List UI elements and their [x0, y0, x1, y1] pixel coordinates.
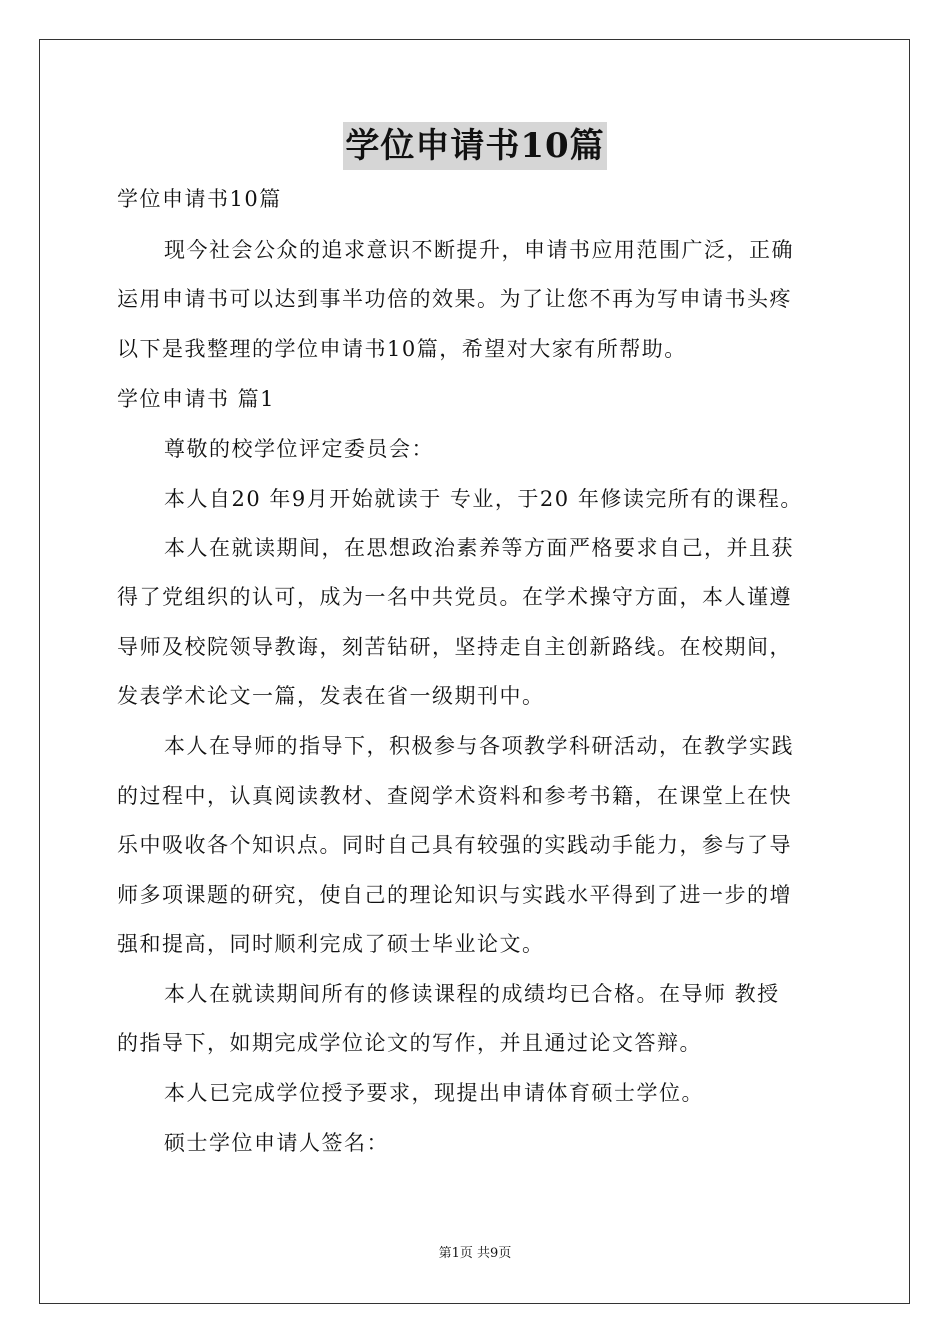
page-frame [39, 39, 910, 1304]
paragraph-3-line-2: 的过程中，认真阅读教材、查阅学术资料和参考书籍，在课堂上在快 [117, 784, 792, 808]
intro-line-1: 现今社会公众的追求意识不断提升，申请书应用范围广泛，正确 [164, 238, 794, 262]
paragraph-2-line-4: 发表学术论文一篇，发表在省一级期刊中。 [117, 684, 545, 708]
paragraph-3-line-1: 本人在导师的指导下，积极参与各项教学科研活动，在教学实践 [164, 734, 794, 758]
paragraph-1: 本人自20 年9月开始就读于 专业，于20 年修读完所有的课程。 [164, 487, 803, 511]
document-title: 学位申请书10篇 [343, 122, 606, 170]
paragraph-5: 本人已完成学位授予要求，现提出申请体育硕士学位。 [164, 1081, 704, 1105]
title-container [0, 122, 950, 170]
paragraph-2-line-3: 导师及校院领导教诲，刻苦钻研，坚持走自主创新路线。在校期间， [117, 635, 792, 659]
document-subtitle: 学位申请书10篇 [117, 187, 282, 211]
intro-line-3: 以下是我整理的学位申请书10篇，希望对大家有所帮助。 [117, 337, 687, 361]
salutation: 尊敬的校学位评定委员会： [164, 437, 434, 461]
paragraph-2-line-2: 得了党组织的认可，成为一名中共党员。在学术操守方面，本人谨遵 [117, 585, 792, 609]
signature-line: 硕士学位申请人签名： [164, 1131, 389, 1155]
intro-line-2: 运用申请书可以达到事半功倍的效果。为了让您不再为写申请书头疼 [117, 287, 792, 311]
paragraph-3-line-4: 师多项课题的研究，使自己的理论知识与实践水平得到了进一步的增 [117, 883, 792, 907]
paragraph-3-line-3: 乐中吸收各个知识点。同时自己具有较强的实践动手能力，参与了导 [117, 833, 792, 857]
paragraph-2-line-1: 本人在就读期间，在思想政治素养等方面严格要求自己，并且获 [164, 536, 794, 560]
section-heading: 学位申请书 篇1 [117, 387, 276, 411]
paragraph-4-line-2: 的指导下，如期完成学位论文的写作，并且通过论文答辩。 [117, 1031, 702, 1055]
paragraph-4-line-1: 本人在就读期间所有的修读课程的成绩均已合格。在导师 教授 [164, 982, 780, 1006]
paragraph-3-line-5: 强和提高，同时顺利完成了硕士毕业论文。 [117, 932, 545, 956]
page-footer: 第1页 共9页 [438, 1246, 512, 1261]
